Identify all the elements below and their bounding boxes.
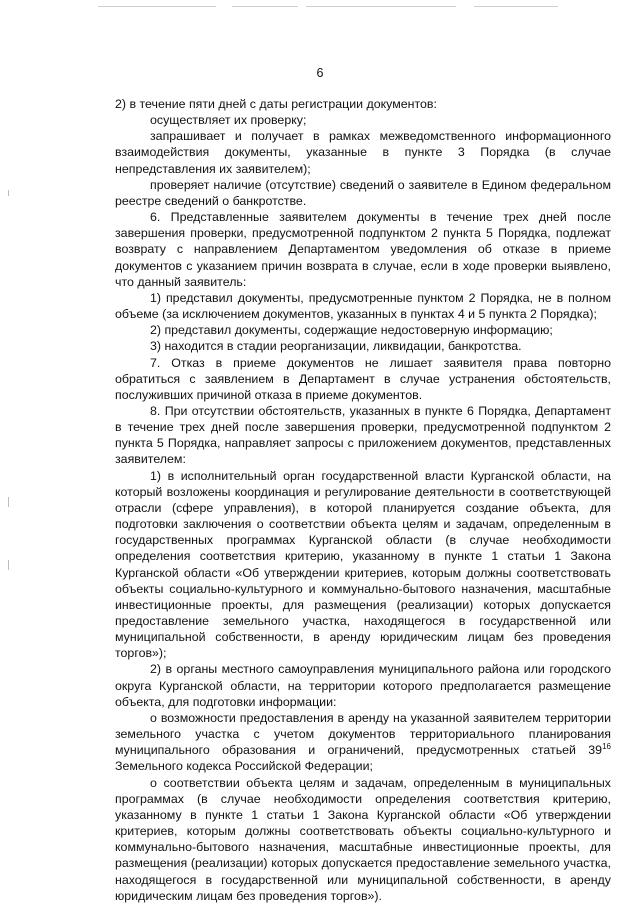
paragraph: 2) представил документы, содержащие недостоверную информацию; (150, 323, 553, 338)
page-number: 6 (316, 66, 324, 80)
paragraph: проверяет наличие (отсутствие) сведений о заявителе в Едином федеральном реестре сведений о банкротстве. (115, 177, 611, 208)
margin-mark (8, 560, 9, 570)
paragraph: 6. Представленные заявителем документы в течение трех дней после завершения проверки, предусмотренной подпунктом 2 пункта 5 Порядка, подлежат возврату с направлением Департаментом уведомления об отказе в приеме документов с указанием причин возврата в случае, если в ходе проверки выявлено, что данный заявитель: (115, 210, 611, 289)
paragraph: 7. Отказ в приеме документов не лишает заявителя права повторно обратиться с заявлением в Департамент в случае устранения обстоятельств, послуживших причиной отказа в приеме документов. (115, 355, 611, 402)
paragraph (115, 710, 611, 775)
paragraph-text: о возможности предоставления в аренду на указанной заявителем территории земельного участка с учетом документов территориального планирования муниципального образования и ограничений, предусмотренных статьей 39 (115, 710, 611, 758)
paragraph: запрашивает и получает в рамках межведомственного информационного взаимодействия документы, указанные в пункте 3 Порядка (в случае непредставления их заявителем); (115, 129, 611, 176)
superscript-article-number: 16 (602, 742, 611, 752)
margin-mark (8, 190, 9, 196)
paragraph: 1) представил документы, предусмотренные пунктом 2 Порядка, не в полном объеме (за исключением документов, указанных в пунктах 4 и 5 пункта 2 Порядка); (115, 290, 611, 322)
scan-smudge (384, 812, 402, 816)
scan-artifact-line (306, 6, 456, 7)
margin-mark (8, 497, 9, 507)
scan-artifact-line (232, 6, 298, 7)
paragraph: осуществляет их проверку; (150, 113, 307, 128)
paragraph-text-continued: Земельного кодекса Российской Федерации; (115, 759, 373, 774)
paragraph: 3) находится в стадии реорганизации, ликвидации, банкротства. (150, 339, 522, 354)
paragraph: 2) в органы местного самоуправления муниципального района или городского округа Курганской области, на территории которого предполагается размещение объекта, для подготовки информации: (115, 662, 611, 709)
paragraph: 1) в исполнительный орган государственной власти Курганской области, на который возложены координация и регулирование деятельности в соответствующей отрасли (сфере управления), в которой планируется создание объекта, для подготовки заключения о соответствии объекта целям и задачам, определенным в государственных программах Курганской области (в случае необходимости определения соответствия критерию, указанному в пункте 1 статьи 1 Закона Курганской области «Об утверждении критериев, которым должны соответствовать объекты социально-культурного и коммунально-бытового назначения, масштабные инвестиционные проекты, для размещения (реализации) которых допускается предоставление земельного участка, находящегося в государственной или муниципальной собственности, в аренду юридическим лицам без проведения торгов»); (115, 468, 611, 661)
scan-artifact-line (98, 6, 216, 7)
paragraph: 2) в течение пяти дней с даты регистрации документов: (115, 97, 437, 111)
document-body (115, 96, 611, 904)
paragraph: о соответствии объекта целям и задачам, определенным в муниципальных программах (в случае необходимости определения соответствия критерию, указанному в пункте 1 статьи 1 Закона Курганской области «Об утверждении критериев, которым должны соответствовать объекты социально-культурного и коммунально-бытового назначения, масштабные инвестиционные проекты, для размещения (реализации) которых допускается предоставление земельного участка, находящегося в государственной или муниципальной собственности, в аренду юридическим лицам без проведения торгов»). (115, 775, 611, 903)
paragraph: 8. При отсутствии обстоятельств, указанных в пункте 6 Порядка, Департамент в течение трех дней после завершения проверки, предусмотренной подпунктом 2 пункта 5 Порядка, направляет запросы с приложением документов, представленных заявителем: (115, 403, 611, 467)
scan-artifact-line (474, 6, 558, 7)
